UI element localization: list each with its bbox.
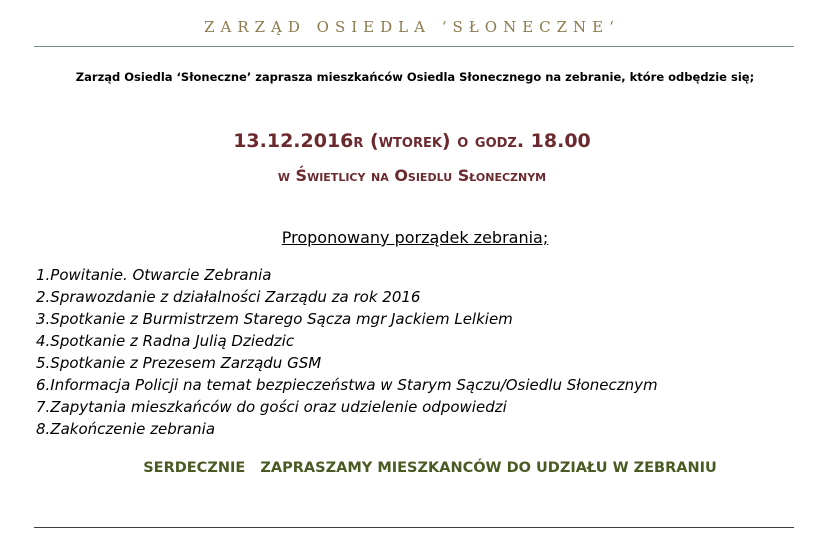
page-title: ZARZĄD OSIEDLA ‘SŁONECZNE‘ xyxy=(204,18,620,36)
meeting-date: 13.12.2016r (wtorek) o godz. 18.00 xyxy=(233,130,591,152)
meeting-place: w Świetlicy na Osiedlu Słonecznym xyxy=(277,166,547,185)
top-divider xyxy=(34,46,794,47)
agenda-item: 3.Spotkanie z Burmistrzem Starego Sącza mgr Jackiem Lelkiem xyxy=(36,310,513,328)
agenda-item: 5.Spotkanie z Prezesem Zarządu GSM xyxy=(36,354,322,372)
agenda-item: 7.Zapytania mieszkańców do gości oraz udzielenie odpowiedzi xyxy=(36,398,507,416)
agenda-item: 1.Powitanie. Otwarcie Zebrania xyxy=(36,266,272,284)
invitation-text: Zarząd Osiedla ‘Słoneczne’ zaprasza mieszkańców Osiedla Słonecznego na zebranie, które odbędzie się; xyxy=(75,70,755,84)
closing-invitation: SERDECZNIE ZAPRASZAMY MIESZKANCÓW DO UDZIAŁU W ZEBRANIU xyxy=(143,460,717,476)
agenda-heading: Proponowany porządek zebrania; xyxy=(281,228,549,247)
bottom-divider xyxy=(34,527,794,528)
agenda-item: 4.Spotkanie z Radna Julią Dziedzic xyxy=(36,332,295,350)
agenda-list xyxy=(36,264,816,440)
agenda-item: 6.Informacja Policji na temat bezpieczeństwa w Starym Sączu/Osiedlu Słonecznym xyxy=(36,376,658,394)
agenda-item: 2.Sprawozdanie z działalności Zarządu za rok 2016 xyxy=(36,288,421,306)
agenda-item: 8.Zakończenie zebrania xyxy=(36,420,216,438)
